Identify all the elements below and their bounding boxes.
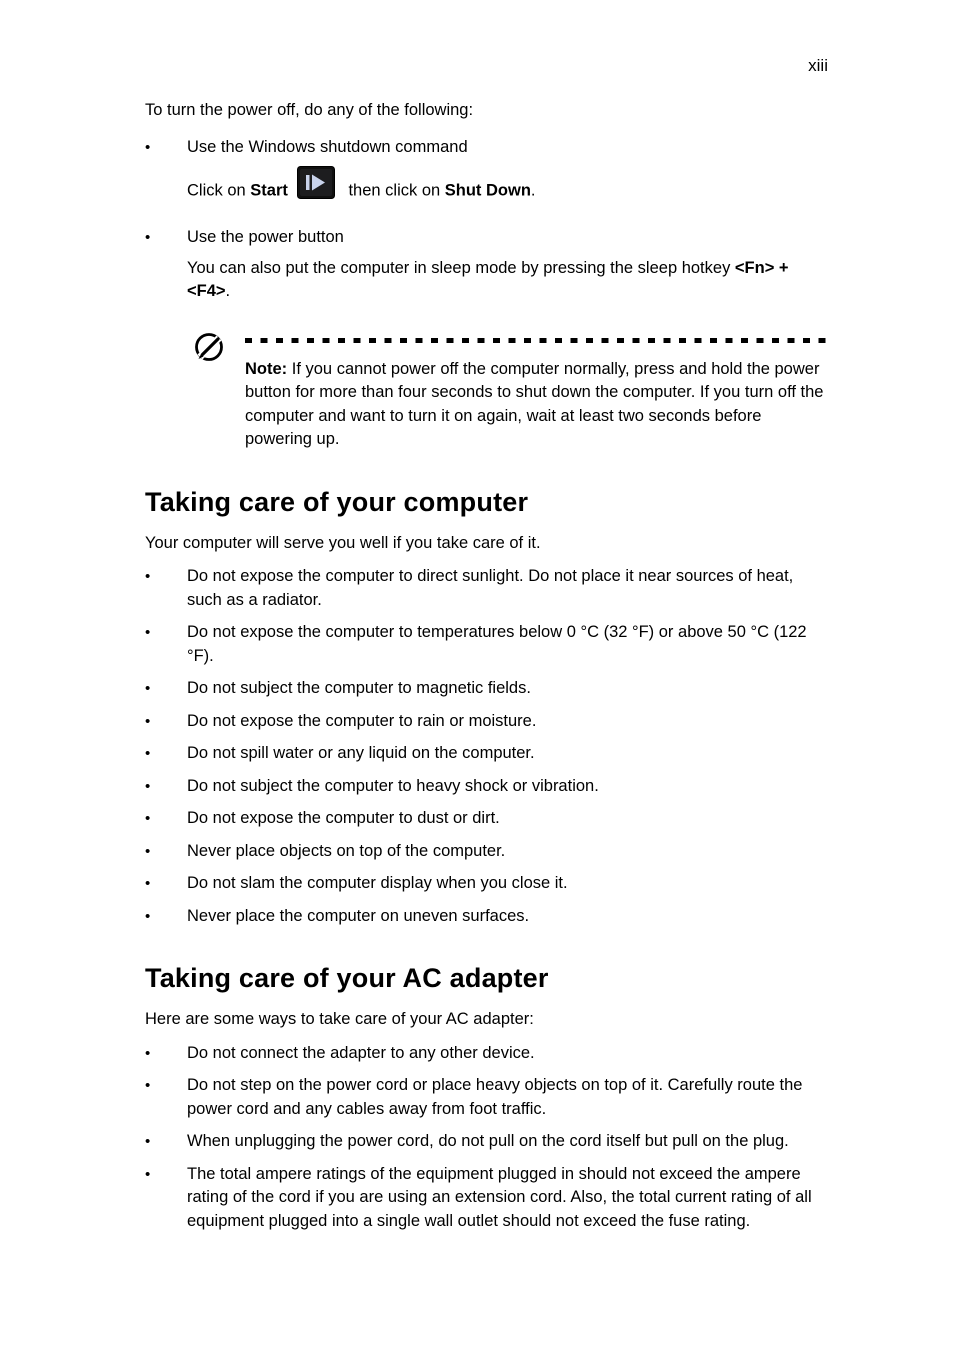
- list-item: [145, 1130, 830, 1154]
- list-item: [145, 840, 830, 864]
- list-item: [145, 872, 830, 896]
- start-key-icon: [297, 166, 335, 212]
- bullet-text: • Do not expose the computer to direct sunlight. Do not place it near sources of heat, such as a radiator.: [187, 567, 794, 609]
- note-text: If you cannot power off the computer normally, press and hold the power button for more than four seconds to shut down the computer. If you turn off the computer and want to turn it on again, wait at least two seconds before powering up.: [245, 359, 824, 448]
- power-off-list: [145, 136, 830, 304]
- list-item: [145, 1163, 830, 1234]
- click-pre-text: Click on: [187, 181, 251, 200]
- pencil-note-icon: [193, 350, 227, 368]
- list-item: [145, 226, 830, 250]
- bullet-text: • Do not expose the computer to dust or dirt.: [187, 809, 500, 827]
- bullet-text: • Do not spill water or any liquid on the computer.: [187, 744, 535, 762]
- page-number: xiii: [808, 56, 828, 75]
- section-title-care-adapter: Taking care of your AC adapter: [145, 963, 549, 993]
- sleep-hotkey: <Fn> + <F4>: [187, 258, 789, 300]
- note-body: [245, 328, 830, 452]
- list-item: [145, 775, 830, 799]
- bullet-text: • Do not expose the computer to rain or moisture.: [187, 711, 537, 730]
- sleep-pre-text: You can also put the computer in sleep mode by pressing the sleep hotkey: [187, 258, 735, 277]
- bullet-text: • The total ampere ratings of the equipment plugged in should not exceed the ampere rating of the cord if you are using an extension cord. Also, the total current rating of all equipment plugged into a single wall outlet should not exceed the fuse rating.: [187, 1164, 812, 1230]
- list-item: [145, 1042, 830, 1066]
- bullet-text: • Use the Windows shutdown command: [187, 137, 468, 156]
- bullet-text: • Do not expose the computer to temperatures below 0 °C (32 °F) or above 50 °C (122 °F).: [187, 623, 807, 665]
- intro-lead: To turn the power off, do any of the following:: [145, 101, 474, 119]
- sleep-end-text: .: [225, 282, 231, 300]
- list-item: [145, 565, 830, 612]
- bullet-text: • Do not connect the adapter to any other device.: [187, 1043, 535, 1062]
- dashed-separator: [245, 338, 830, 343]
- care-adapter-lead: Here are some ways to take care of your AC adapter:: [145, 1010, 534, 1028]
- note-icon-column: [193, 328, 245, 452]
- section-title-care-computer: Taking care of your computer: [145, 486, 529, 517]
- care-computer-list: [145, 565, 830, 928]
- sleep-mode-paragraph: [187, 257, 830, 304]
- care-adapter-list: [145, 1042, 830, 1234]
- list-item: [145, 710, 830, 734]
- note-label: Note:: [245, 359, 288, 378]
- list-item: [145, 136, 830, 160]
- list-item: [145, 1074, 830, 1121]
- note-block: [193, 328, 830, 452]
- bullet-text: • When unplugging the power cord, do not pull on the cord itself but pull on the plug.: [187, 1132, 789, 1150]
- shutdown-label: Shut Down: [444, 181, 531, 200]
- list-item: [145, 621, 830, 668]
- care-computer-lead: Your computer will serve you well if you take care of it.: [145, 533, 541, 552]
- bullet-text: • Do not subject the computer to heavy shock or vibration.: [187, 776, 599, 795]
- list-item: [145, 905, 830, 929]
- click-end-text: .: [530, 181, 536, 200]
- bullet-text: • Do not slam the computer display when you close it.: [187, 874, 568, 892]
- list-item: [145, 742, 830, 766]
- note-paragraph: [245, 358, 830, 452]
- list-item: [145, 677, 830, 701]
- click-mid-text: then click on: [343, 181, 445, 200]
- bullet-text: • Do not step on the power cord or place heavy objects on top of it. Carefully route the power cord and any cables away from foot traffic.: [187, 1076, 803, 1118]
- bullet-text: • Do not subject the computer to magnetic fields.: [187, 679, 531, 697]
- start-instruction-line: [187, 168, 830, 214]
- list-item: [145, 807, 830, 831]
- bullet-text: • Use the power button: [187, 228, 344, 246]
- bullet-text: • Never place the computer on uneven surfaces.: [187, 906, 530, 925]
- start-label: Start: [250, 181, 288, 200]
- bullet-text: • Never place objects on top of the computer.: [187, 841, 506, 860]
